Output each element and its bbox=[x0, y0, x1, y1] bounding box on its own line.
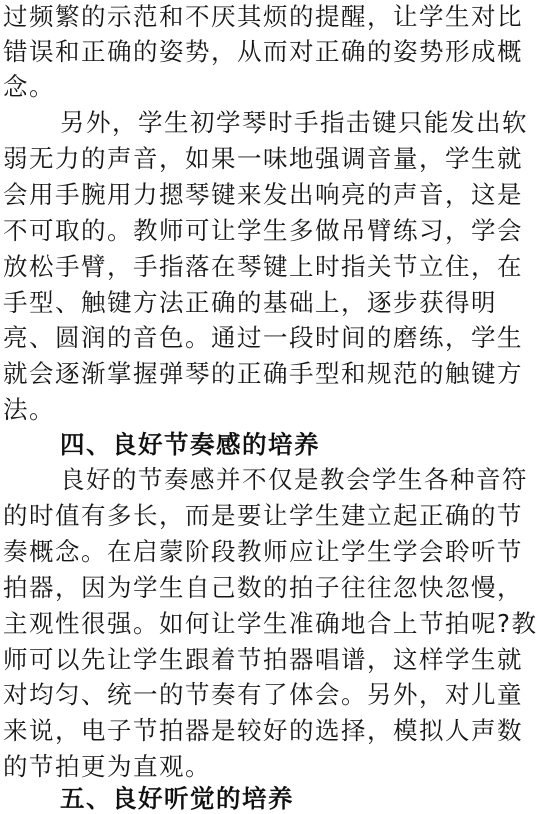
paragraph-3-line-1: 良好的节奏感并不仅是教会学生各种音符 bbox=[60, 465, 528, 494]
paragraph-2-line-9: 法。 bbox=[3, 395, 55, 424]
paragraph-3-line-6: 师可以先让学生跟着节拍器唱谱，这样学生就 bbox=[3, 645, 523, 674]
paragraph-3-line-5: 主观性很强。如何让学生准确地合上节拍呢?教 bbox=[3, 609, 538, 638]
paragraph-2-line-5: 放松手臂，手指落在琴键上时指关节立住，在 bbox=[3, 252, 523, 281]
paragraph-3-line-7: 对均匀、统一的节奏有了体会。另外，对儿童 bbox=[3, 680, 523, 709]
paragraph-2-line-7: 亮、圆润的音色。通过一段时间的磨练，学生 bbox=[3, 323, 523, 352]
paragraph-2-line-2: 弱无力的声音，如果一味地强调音量，学生就 bbox=[3, 144, 523, 173]
section-heading-5: 五、良好听觉的培养 bbox=[60, 784, 294, 813]
paragraph-3-line-2: 的时值有多长，而是要让学生建立起正确的节 bbox=[3, 501, 523, 530]
paragraph-1-line-3: 念。 bbox=[3, 72, 55, 101]
paragraph-2-line-4: 不可取的。教师可让学生多做吊臂练习，学会 bbox=[3, 216, 523, 245]
paragraph-3-line-9: 的节拍更为直观。 bbox=[3, 752, 211, 781]
paragraph-3-line-8: 来说，电子节拍器是较好的选择，模拟人声数 bbox=[3, 716, 523, 745]
paragraph-3-line-4: 拍器，因为学生自己数的拍子往往忽快忽慢， bbox=[3, 573, 523, 602]
paragraph-2-line-8: 就会逐渐掌握弹琴的正确手型和规范的触键方 bbox=[3, 359, 523, 388]
paragraph-2-line-1: 另外，学生初学琴时手指击键只能发出软 bbox=[60, 108, 528, 137]
paragraph-1-line-1: 过频繁的示范和不厌其烦的提醒，让学生对比 bbox=[3, 2, 523, 31]
paragraph-2-line-6: 手型、触键方法正确的基础上，逐步获得明 bbox=[3, 288, 497, 317]
paragraph-1-line-2: 错误和正确的姿势，从而对正确的姿势形成概 bbox=[3, 37, 523, 66]
paragraph-3-line-3: 奏概念。在启蒙阶段教师应让学生学会聆听节 bbox=[3, 537, 523, 566]
section-heading-4: 四、良好节奏感的培养 bbox=[60, 430, 320, 459]
paragraph-2-line-3: 会用手腕用力摁琴键来发出响亮的声音，这是 bbox=[3, 180, 523, 209]
